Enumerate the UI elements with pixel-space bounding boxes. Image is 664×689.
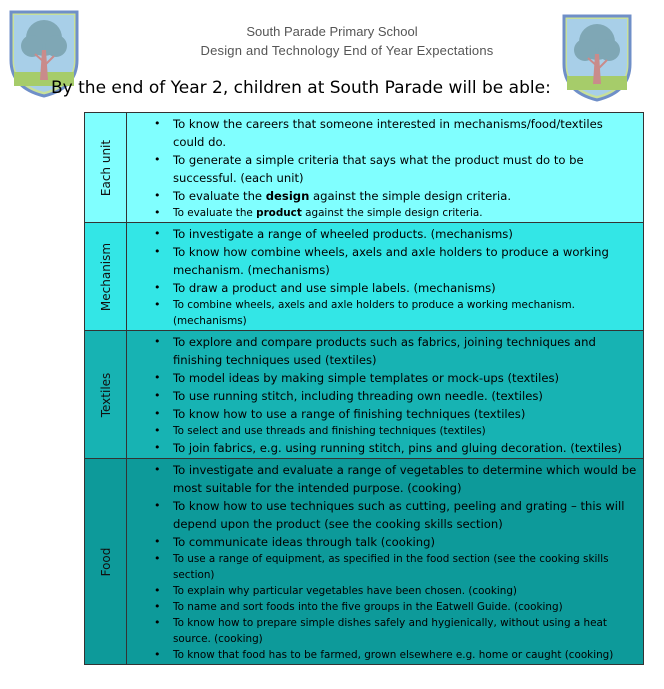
- list-item: • To explain why particular vegetables have been chosen. (cooking): [173, 583, 637, 599]
- section-row-mechanism: [85, 223, 644, 331]
- list-item: • To know how to prepare simple dishes safely and hygienically, without using a heat source. (cooking): [173, 615, 637, 647]
- section-label: Food: [98, 547, 113, 576]
- section-label: Textiles: [98, 372, 113, 417]
- list-item: • To know how to use techniques such as cutting, peeling and grating – this will depend upon the product (see the cooking skills section): [173, 497, 637, 533]
- expectation-list: [127, 223, 643, 330]
- list-item: • To investigate and evaluate a range of vegetables to determine which would be most suitable for the intended purpose. (cooking): [173, 461, 637, 497]
- list-item: • To model ideas by making simple templates or mock-ups (textiles): [173, 369, 637, 387]
- list-item: • To name and sort foods into the five groups in the Eatwell Guide. (cooking): [173, 599, 637, 615]
- list-item: • To join fabrics, e.g. using running stitch, pins and gluing decoration. (textiles): [173, 439, 637, 457]
- list-item: • To use a range of equipment, as specified in the food section (see the cooking skills section): [173, 551, 637, 583]
- expectations-table: [84, 112, 644, 665]
- page-heading: By the end of Year 2, children at South Parade will be able:: [51, 78, 551, 98]
- section-row-each-unit: [85, 113, 644, 223]
- expectation-list: [127, 331, 643, 458]
- list-item: • To communicate ideas through talk (cooking): [173, 533, 637, 551]
- section-label: Mechanism: [98, 242, 113, 311]
- school-name: South Parade Primary School: [246, 24, 418, 39]
- section-label-cell: [85, 223, 127, 331]
- list-item: • To know the careers that someone interested in mechanisms/food/textiles could do.: [173, 115, 637, 151]
- expectation-list: [127, 459, 643, 664]
- document-subtitle: Design and Technology End of Year Expectations: [200, 43, 494, 58]
- list-item: • To know that food has to be farmed, grown elsewhere e.g. home or caught (cooking): [173, 647, 637, 663]
- section-label-cell: [85, 113, 127, 223]
- list-item: • To draw a product and use simple labels. (mechanisms): [173, 279, 637, 297]
- list-item: • To combine wheels, axels and axle holders to produce a working mechanism. (mechanisms): [173, 297, 637, 329]
- expectation-list: [127, 113, 643, 222]
- section-label-cell: [85, 459, 127, 665]
- list-item: • To generate a simple criteria that says what the product must do to be successful. (each unit): [173, 151, 637, 187]
- list-item: • To investigate a range of wheeled products. (mechanisms): [173, 225, 637, 243]
- list-item: • To know how to use a range of finishing techniques (textiles): [173, 405, 637, 423]
- section-label: Each unit: [98, 139, 113, 196]
- list-item: • To know how combine wheels, axels and axle holders to produce a working mechanism. (mechanisms): [173, 243, 637, 279]
- list-item: • To use running stitch, including threading own needle. (textiles): [173, 387, 637, 405]
- section-label-cell: [85, 331, 127, 459]
- section-row-textiles: [85, 331, 644, 459]
- list-item: • To evaluate the product against the simple design criteria.: [173, 205, 637, 221]
- list-item: • To select and use threads and finishing techniques (textiles): [173, 423, 637, 439]
- list-item: • To evaluate the design against the simple design criteria.: [173, 187, 637, 205]
- section-row-food: [85, 459, 644, 665]
- list-item: • To explore and compare products such as fabrics, joining techniques and finishing techniques used (textiles): [173, 333, 637, 369]
